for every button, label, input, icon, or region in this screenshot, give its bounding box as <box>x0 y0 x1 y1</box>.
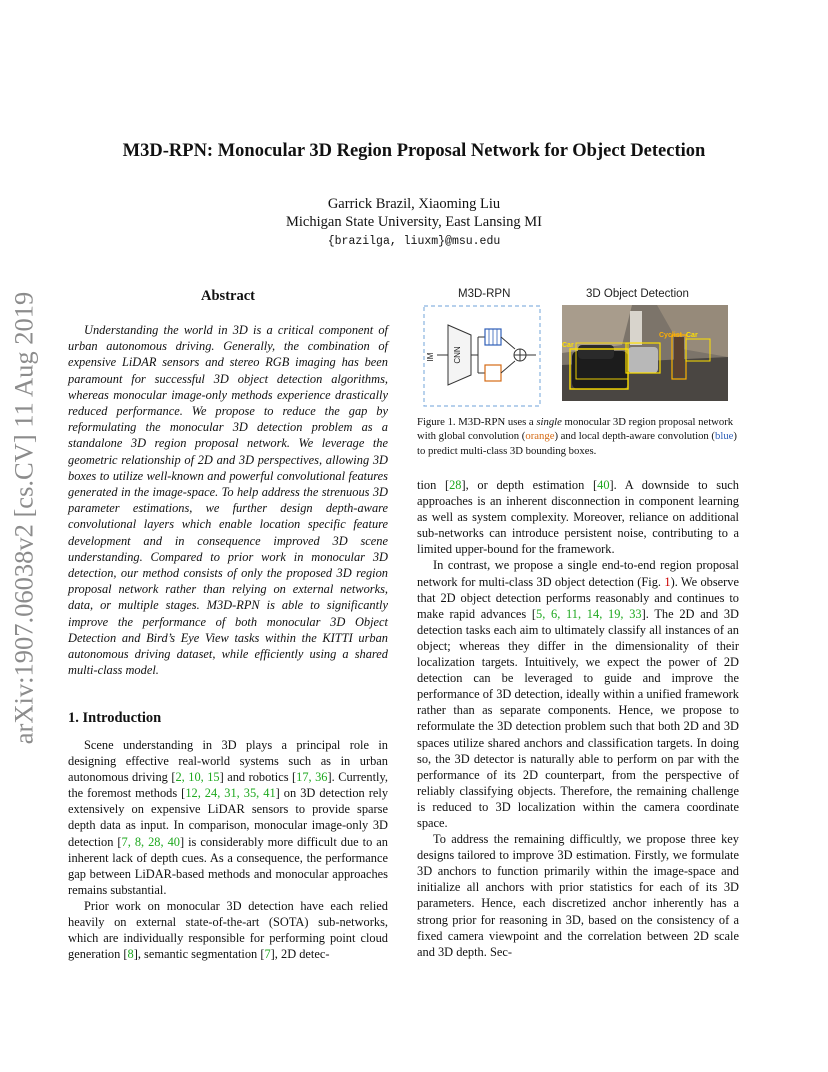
citation-link[interactable]: 7, 8, 28, 40 <box>121 834 180 849</box>
figure-label-3d-detection: 3D Object Detection <box>586 288 689 300</box>
affiliation: Michigan State University, East Lansing MI <box>286 214 542 230</box>
architecture-diagram <box>423 305 541 407</box>
text-run: ]. The 2D and 3D detection tasks each aim to ultimately classify all instances of an object; whereas they differ in the dimensionality of their localization targets. Intuitively, we expect the power of 2D detection can be leveraged to guide and improve the performance of 3D detection, ideally within a unified framework rather than as separate components. Hence, we propose to reformulate the 3D detection problem such that both 2D and 3D spaces utilize shared anchors and classification targets. In doing so, the 3D detector is naturally able to perform on par with the performance of its 2D counterpart, from the perspective of reliably classifying objects. Therefore, the remaining challenge is reduced to 3D localization within the camera coordinate space. <box>417 606 739 830</box>
figure-label-m3d-rpn: M3D-RPN <box>458 288 511 300</box>
building-facade <box>630 311 642 345</box>
citation-link[interactable]: 17, 36 <box>296 770 328 785</box>
label-car: Car <box>562 342 574 349</box>
label-car: Car <box>686 332 698 339</box>
text-run: Scene understanding in 3D plays a principal role in designing effective real-world systems such as in urban autonomous driving [ <box>68 738 388 785</box>
abstract-heading: Abstract <box>201 288 255 304</box>
arrow-line <box>501 337 515 349</box>
cnn-label: CNN <box>453 346 462 364</box>
arrow-line <box>501 361 515 373</box>
citation-link[interactable]: 40 <box>597 478 610 492</box>
label-cyclist: Cyclist <box>659 332 682 339</box>
text-run: ]. Currently, the foremost methods [ <box>68 770 388 801</box>
global-conv-block <box>485 365 501 381</box>
paragraph <box>417 557 739 831</box>
text-run: monocular 3D region proposal network with global convolution ( <box>417 416 734 443</box>
car-far <box>628 347 658 373</box>
text-run: ] on 3D detection rely extensively on expensive LiDAR sensors to provide sparse depth data as input. In comparison, monocular image-only 3D detection [ <box>68 786 389 849</box>
text-run: ). We observe that 2D object detection performs reasonably and continues to make rapid advances [ <box>417 574 739 621</box>
citation-link[interactable]: 5, 6, 11, 14, 19, 33 <box>536 606 642 621</box>
text-run: tion [ <box>417 478 450 492</box>
text-run: Figure 1. M3D-RPN uses a <box>417 416 537 428</box>
figure-ref-link[interactable]: 1 <box>664 574 671 589</box>
citation-link[interactable]: 2, 10, 15 <box>175 770 220 785</box>
text-run: In contrast, we propose a single end-to-end region proposal network for multi-class 3D object detection (Fig. <box>417 558 739 589</box>
input-label: IM <box>426 352 435 362</box>
text-run: ) to predict multi-class 3D bounding boxes. <box>417 430 737 457</box>
cyclist-figure <box>674 337 684 377</box>
text-run: ]. A downside to such approaches is an inherent disconnection in component learning as well as system complexity. Moreover, reliance on additional sub-networks can introduce persistent noise, contributing to a limited upper-bound for the framework. <box>417 478 739 557</box>
section-heading-introduction: 1. Introduction <box>68 710 162 726</box>
paper-title: M3D-RPN: Monocular 3D Region Proposal Network for Object Detection <box>122 141 706 161</box>
citation-link[interactable]: 28 <box>449 478 462 492</box>
text-run: ], semantic segmentation [ <box>133 947 265 962</box>
text-run: ], or depth estimation [ <box>461 478 598 492</box>
left-column-text <box>68 737 388 962</box>
text-run: ], 2D detec- <box>270 947 330 962</box>
text-run: ] and robotics [ <box>219 770 297 785</box>
citation-link[interactable]: 7 <box>264 947 271 962</box>
paragraph <box>68 737 388 898</box>
detection-photo <box>562 305 728 401</box>
color-word-orange: orange <box>525 430 555 443</box>
color-word-blue: blue <box>715 430 734 443</box>
citation-link[interactable]: 8 <box>127 947 134 962</box>
text-run: ] is considerably more difficult due to an inherent lack of depth cues. As a consequence, the performance gap between LiDAR-based methods and monocular approaches remains substantial. <box>68 834 388 897</box>
citation-link[interactable]: 12, 24, 31, 35, 41 <box>185 786 276 801</box>
emphasis: single <box>536 416 562 428</box>
text-run: Prior work on monocular 3D detection have each relied heavily on external state-of-the-art (SOTA) sub-networks, which are individually responsible for performing point cloud generation [ <box>68 898 388 962</box>
figure-caption <box>417 415 739 458</box>
text-run: ) and local depth-aware convolution ( <box>554 430 715 443</box>
car-roof <box>578 345 614 359</box>
abstract-text: Understanding the world in 3D is a critical component of urban autonomous driving. Generally, the combination of expensive LiDAR sensors and stereo RGB imaging has been paramount for successful 3D object detection algorithms, whereas monocular image-only methods experience drastically reduced performance. We propose to reduce the gap by reformulating the monocular 3D detection problem as a standalone 3D region proposal network. We leverage the geometric relationship of 2D and 3D perspectives, allowing 3D boxes to utilize well-known and powerful convolutional features generated in the image-space. To help address the strenuous 3D parameter estimations, we further design depth-aware convolutional layers which enable location specific feature development and in consequence improved 3D scene understanding. Compared to prior work in monocular 3D detection, our method consists of only the proposed 3D region proposal network rather than relying on external networks, data, or multiple stages. M3D-RPN is able to significantly improve the performance of both monocular 3D Object Detection and Bird’s Eye View tasks within the KITTI urban autonomous driving dataset, while efficiently using a shared multi-class model. <box>68 323 388 678</box>
arxiv-id: arXiv:1907.06038v2 [cs.CV] 11 Aug 2019 <box>8 291 39 745</box>
paragraph <box>417 477 739 557</box>
email[interactable]: {brazilga, liuxm}@msu.edu <box>327 235 501 248</box>
authors: Garrick Brazil, Xiaoming Liu <box>327 196 501 212</box>
paragraph: To address the remaining difficultly, we propose three key designs tailored to improve 3D estimation. Firstly, we formulate 3D anchors to function primarily within the image-space and initialize all anchors with prior statistics for each of its 3D parameters. Hence, each discretized anchor inherently has a strong prior for reasoning in 3D, based on the consistency of a fixed camera viewpoint and the correlation between 2D scale and 3D depth. Sec- <box>417 832 739 959</box>
right-column-text <box>417 477 739 960</box>
paragraph <box>68 898 388 962</box>
